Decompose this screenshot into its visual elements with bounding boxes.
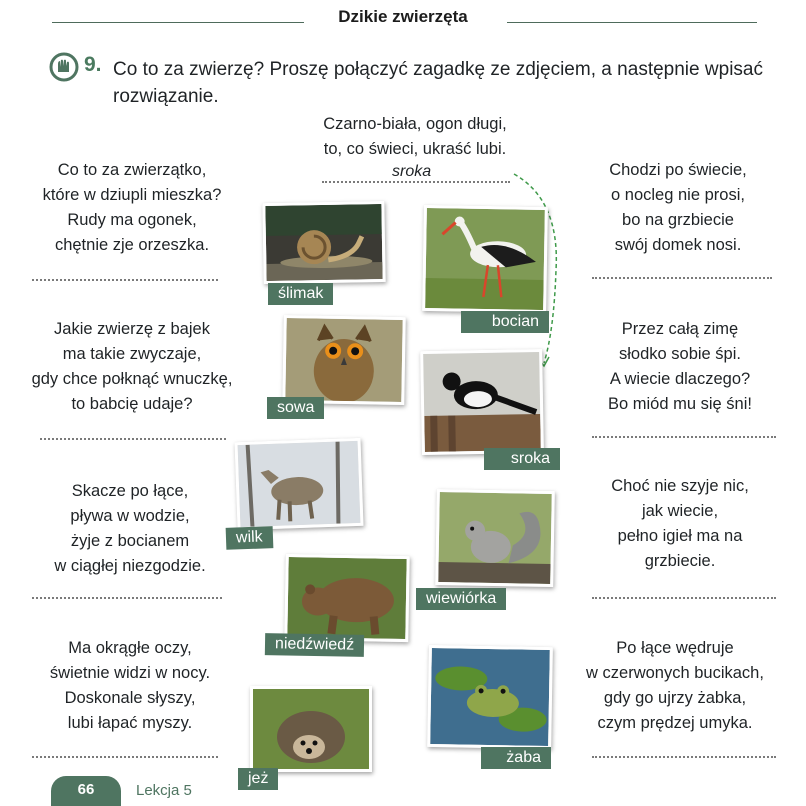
label-jez: jeż — [238, 768, 278, 790]
label-wilk: wilk — [226, 526, 273, 550]
frog-icon — [430, 648, 550, 746]
task-instruction: Co to za zwierzę? Proszę połączyć zagadkę ze zdjęciem, a następnie wpisać rozwiązanie. — [113, 59, 763, 107]
label-wiewiorka: wiewiórka — [416, 588, 506, 610]
hedgehog-icon — [253, 689, 369, 769]
answer-line-4 — [592, 436, 776, 438]
answer-line-6 — [592, 597, 776, 599]
photo-magpie[interactable] — [420, 349, 544, 455]
riddle-7: Ma okrągłe oczy, świetnie widzi w nocy. Doskonale słyszy, lubi łapać myszy. — [49, 639, 211, 732]
squirrel-icon — [438, 492, 552, 584]
answer-line-5 — [32, 597, 222, 599]
example-riddle: Czarno-biała, ogon długi, to, co świeci, ukraść lubi. — [323, 115, 507, 158]
photo-wolf[interactable] — [235, 438, 364, 530]
photo-squirrel[interactable] — [435, 489, 555, 587]
lesson-label: Lekcja 5 — [136, 782, 192, 799]
snail-icon — [265, 204, 382, 281]
header-rule-right — [507, 22, 757, 23]
answer-line-3 — [40, 438, 226, 440]
answer-line-2 — [592, 277, 772, 279]
riddle-8: Po łące wędruje w czerwonych bucikach, gdy go ujrzy żabka, czym prędzej umyka. — [586, 639, 764, 732]
stork-icon — [425, 208, 545, 310]
label-slimak: ślimak — [268, 283, 333, 305]
label-sroka: sroka — [484, 448, 560, 470]
owl-icon — [285, 318, 402, 402]
example-answer: sroka — [392, 163, 432, 180]
riddle-2: Chodzi po świecie, o nocleg nie prosi, bo na grzbiecie swój domek nosi. — [609, 161, 747, 254]
page-title: Dzikie zwierzęta — [338, 7, 468, 26]
photo-bear[interactable] — [284, 554, 409, 642]
example-answer-line — [322, 181, 510, 183]
label-bocian: bocian — [461, 311, 549, 333]
answer-line-8 — [592, 756, 776, 758]
photo-snail[interactable] — [262, 201, 385, 284]
hand-writing-icon — [49, 52, 79, 82]
riddle-6: Choć nie szyje nic, jak wiecie, pełno igieł ma na grzbiecie. — [611, 477, 749, 570]
task-number: 9. — [84, 53, 102, 76]
riddle-1: Co to za zwierzątko, które w dziupli mieszka? Rudy ma ogonek, chętnie zje orzeszka. — [42, 161, 222, 254]
photo-frog[interactable] — [427, 645, 553, 749]
label-sowa: sowa — [267, 397, 324, 419]
page-number: 66 — [51, 776, 121, 806]
label-niedzwiedz: niedźwiedź — [265, 633, 365, 657]
label-zaba: żaba — [481, 747, 551, 769]
photo-owl[interactable] — [282, 315, 406, 405]
photo-stork[interactable] — [422, 205, 548, 313]
magpie-icon — [423, 352, 541, 452]
answer-line-1 — [32, 279, 218, 281]
photo-hedgehog[interactable] — [250, 686, 372, 772]
answer-line-7 — [32, 756, 218, 758]
riddle-3: Jakie zwierzę z bajek ma takie zwyczaje, gdy chce połknąć wnuczkę, to babcię udaje? — [31, 320, 233, 413]
wolf-icon — [238, 441, 361, 527]
bear-icon — [287, 557, 406, 639]
riddle-5: Skacze po łące, pływa w wodzie, żyje z bocianem w ciągłej niezgodzie. — [54, 482, 206, 575]
riddle-4: Przez całą zimę słodko sobie śpi. A wiecie dlaczego? Bo miód mu się śni! — [608, 320, 752, 413]
